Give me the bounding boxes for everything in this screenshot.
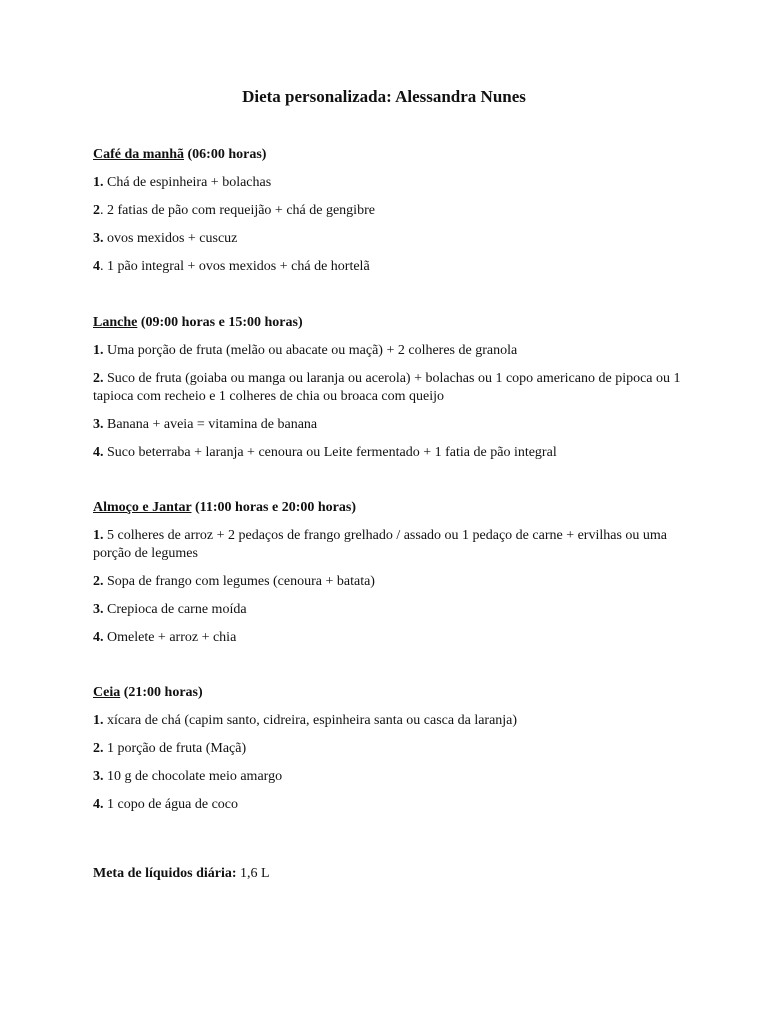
item-number: 1. xyxy=(93,343,104,358)
item-number: 1. xyxy=(93,713,104,728)
section-heading xyxy=(93,314,693,332)
item-text: ovos mexidos + cuscuz xyxy=(107,231,238,246)
section-lanche xyxy=(93,314,693,472)
item-text: . 2 fatias de pão com requeijão + chá de gengibre xyxy=(100,203,375,218)
item-number: 2. xyxy=(93,371,104,386)
item-number: 1. xyxy=(93,175,104,190)
liquid-goal-label: Meta de líquidos diária: xyxy=(93,866,237,881)
section-time: (11:00 horas e 20:00 horas) xyxy=(195,500,356,515)
item-text: 10 g de chocolate meio amargo xyxy=(107,769,283,784)
list-item xyxy=(93,573,693,591)
list-item xyxy=(93,601,693,619)
list-item xyxy=(93,258,693,276)
section-name: Lanche xyxy=(93,315,138,330)
list-item xyxy=(93,796,693,814)
list-item xyxy=(93,370,693,406)
item-number: 4. xyxy=(93,445,104,460)
section-time: (21:00 horas) xyxy=(123,685,203,700)
section-heading xyxy=(93,146,693,164)
section-ceia xyxy=(93,684,693,824)
item-text: Chá de espinheira + bolachas xyxy=(107,175,272,190)
item-number: 4. xyxy=(93,797,104,812)
section-heading xyxy=(93,684,693,702)
item-number: 3. xyxy=(93,769,104,784)
item-text: Suco de fruta (goiaba ou manga ou laranja ou acerola) + bolachas ou 1 copo americano de pipoca ou 1 tapioca com recheio e 1 colheres de chia ou broaca com queijo xyxy=(93,371,681,404)
item-text: . 1 pão integral + ovos mexidos + chá de hortelã xyxy=(100,259,370,274)
item-number: 2. xyxy=(93,741,104,756)
item-text: Banana + aveia = vitamina de banana xyxy=(107,417,318,432)
section-cafe-da-manha xyxy=(93,146,693,286)
list-item xyxy=(93,202,693,220)
item-text: Omelete + arroz + chia xyxy=(107,630,237,645)
item-text: xícara de chá (capim santo, cidreira, espinheira santa ou casca da laranja) xyxy=(107,713,518,728)
item-number: 4 xyxy=(93,259,100,274)
item-number: 3. xyxy=(93,231,104,246)
section-time: (06:00 horas) xyxy=(187,147,267,162)
list-item xyxy=(93,444,693,462)
list-item xyxy=(93,712,693,730)
item-number: 4. xyxy=(93,630,104,645)
section-almoco-e-jantar xyxy=(93,499,693,657)
section-time: (09:00 horas e 15:00 horas) xyxy=(140,315,303,330)
list-item xyxy=(93,174,693,192)
item-number: 3. xyxy=(93,602,104,617)
list-item xyxy=(93,768,693,786)
item-number: 2. xyxy=(93,574,104,589)
item-text: Uma porção de fruta (melão ou abacate ou maçã) + 2 colheres de granola xyxy=(107,343,518,358)
section-name: Ceia xyxy=(93,685,121,700)
list-item xyxy=(93,342,693,360)
item-number: 2 xyxy=(93,203,100,218)
item-number: 1. xyxy=(93,528,104,543)
section-heading xyxy=(93,499,693,517)
item-number: 3. xyxy=(93,417,104,432)
item-text: 5 colheres de arroz + 2 pedaços de frango grelhado / assado ou 1 pedaço de carne + ervilhas ou uma porção de legumes xyxy=(93,528,668,561)
list-item xyxy=(93,416,693,434)
item-text: 1 copo de água de coco xyxy=(107,797,238,812)
list-item xyxy=(93,740,693,758)
section-name: Almoço e Jantar xyxy=(93,500,192,515)
list-item xyxy=(93,527,693,563)
section-name: Café da manhã xyxy=(93,147,185,162)
item-text: Suco beterraba + laranja + cenoura ou Leite fermentado + 1 fatia de pão integral xyxy=(107,445,557,460)
liquid-goal xyxy=(93,865,270,883)
item-text: Sopa de frango com legumes (cenoura + batata) xyxy=(107,574,375,589)
page-title: Dieta personalizada: Alessandra Nunes xyxy=(242,87,526,106)
item-text: 1 porção de fruta (Maçã) xyxy=(107,741,247,756)
list-item xyxy=(93,629,693,647)
item-text: Crepioca de carne moída xyxy=(107,602,247,617)
liquid-goal-value: 1,6 L xyxy=(240,866,270,881)
list-item xyxy=(93,230,693,248)
